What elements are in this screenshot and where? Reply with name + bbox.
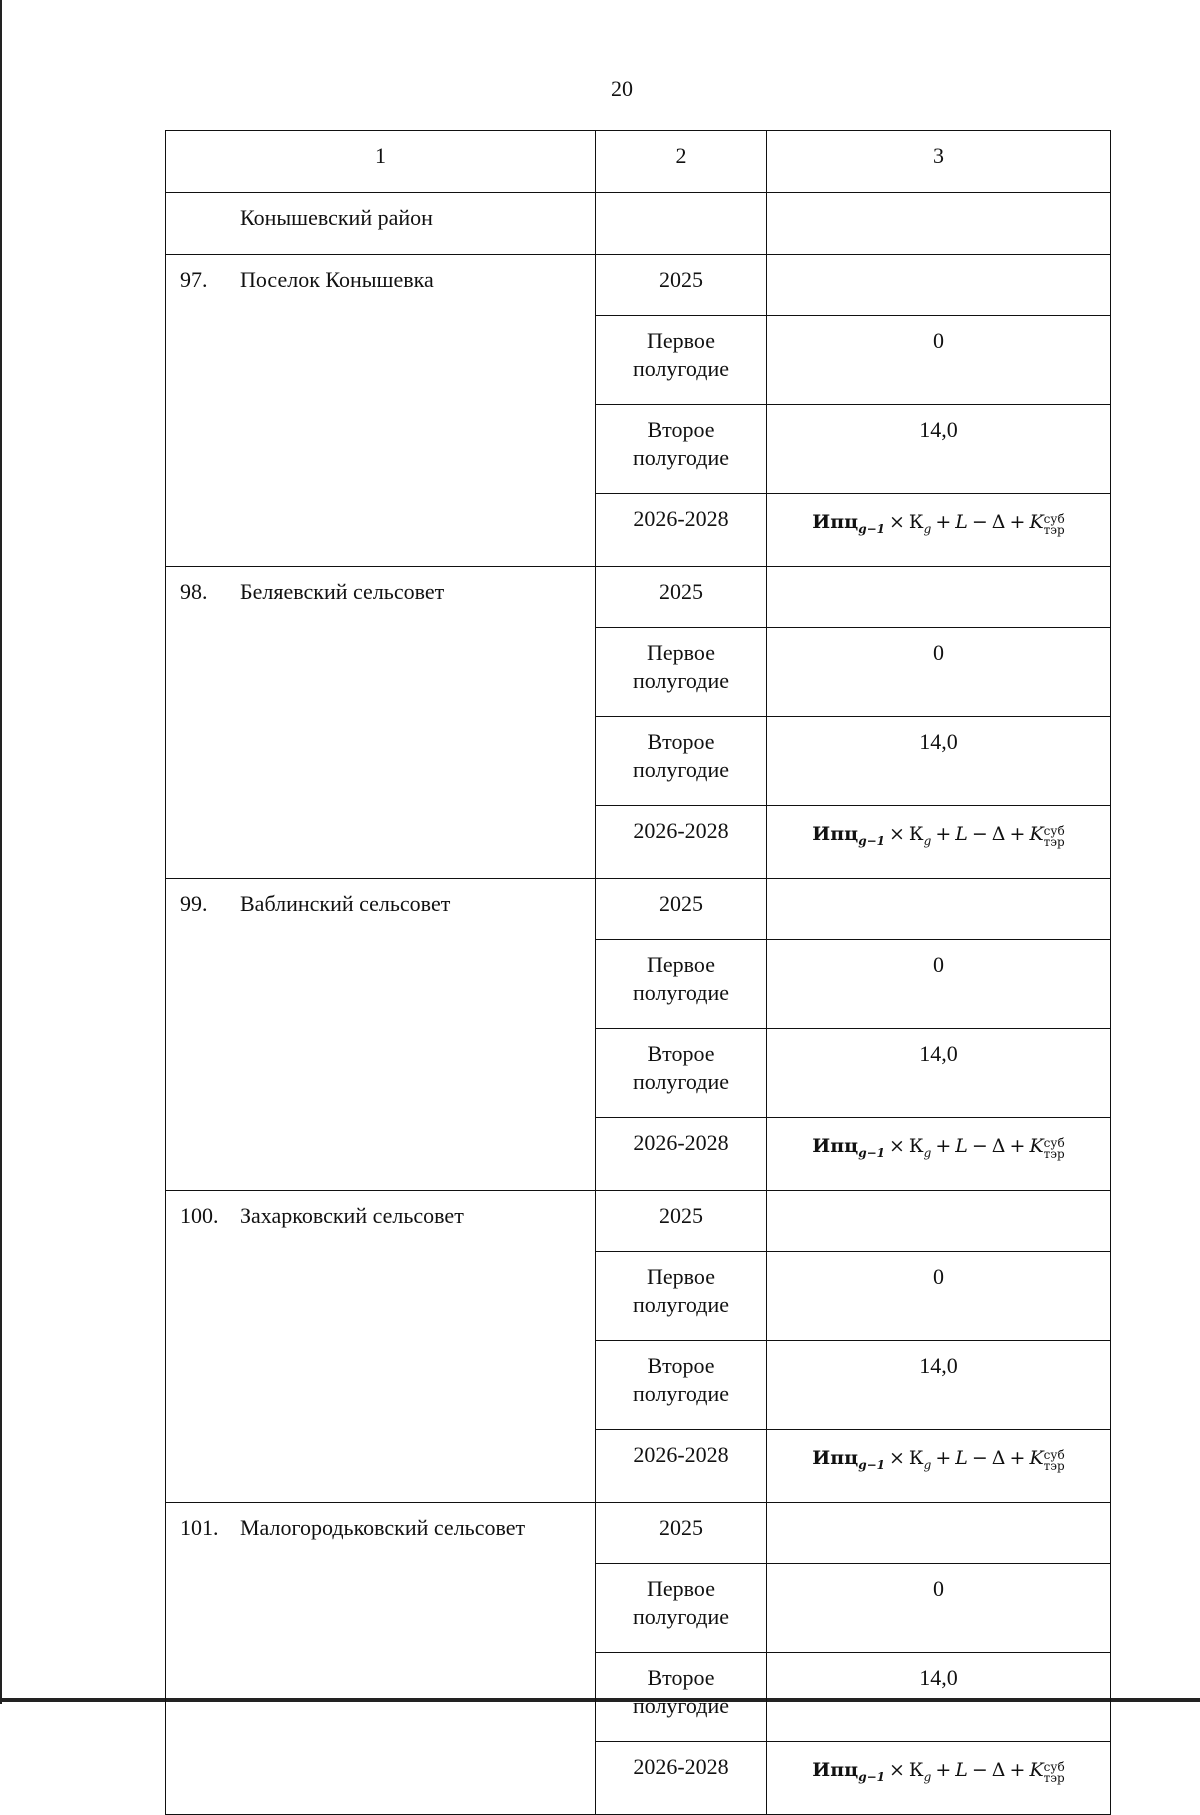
first-half-label	[596, 1252, 767, 1341]
formula-l: L	[955, 1447, 968, 1469]
first-half-label-line-2: полугодие	[632, 1604, 730, 1629]
header-col-3: 3	[767, 131, 1111, 193]
formula-delta: Δ	[991, 1759, 1006, 1781]
entry-range: 2026-2028	[596, 1430, 767, 1503]
entry-name: Малогородьковский сельсовет	[240, 1515, 526, 1540]
formula-k-ter-sub: тэр	[1043, 1147, 1065, 1161]
formula-base-sub: g−1	[858, 1146, 885, 1160]
district-name: Конышевский район	[240, 205, 433, 230]
formula-l: L	[955, 511, 968, 533]
second-half-label	[596, 1029, 767, 1118]
formula-times: ×	[889, 1135, 905, 1157]
formula-delta: Δ	[991, 1447, 1006, 1469]
second-half-label-line-1: Второе	[647, 1041, 715, 1066]
formula-k-ter: K	[1029, 511, 1044, 533]
formula-plus-2: +	[1009, 1447, 1026, 1469]
formula-times: ×	[889, 1447, 905, 1469]
entry-year-row	[166, 255, 1111, 316]
second-half-label-line-2: полугодие	[632, 1693, 730, 1718]
formula-k-ter-sup: суб	[1043, 824, 1065, 838]
formula-k-sub: g	[923, 1770, 932, 1784]
entry-name-cell	[166, 255, 596, 567]
entry-name-cell	[166, 567, 596, 879]
formula-l: L	[955, 1135, 968, 1157]
formula-k: К	[908, 1135, 924, 1157]
second-half-label-line-2: полугодие	[632, 757, 730, 782]
formula-delta: Δ	[991, 823, 1006, 845]
first-half-value: 0	[767, 316, 1111, 405]
formula-k-ter-indices	[1044, 1450, 1065, 1472]
first-half-label-line-2: полугодие	[632, 356, 730, 381]
second-half-label-line-2: полугодие	[632, 1069, 730, 1094]
second-half-label	[596, 717, 767, 806]
formula-minus: −	[971, 823, 988, 845]
formula-k-ter-sub: тэр	[1043, 523, 1065, 537]
first-half-label-line-2: полугодие	[632, 980, 730, 1005]
tariff-table	[165, 130, 1111, 1815]
entry-range: 2026-2028	[596, 1118, 767, 1191]
entry-range: 2026-2028	[596, 494, 767, 567]
header-col-1: 1	[166, 131, 596, 193]
formula-times: ×	[889, 511, 905, 533]
formula-k-ter-sub: тэр	[1043, 1771, 1065, 1785]
second-half-value: 14,0	[767, 405, 1111, 494]
second-half-label-line-1: Второе	[647, 417, 715, 442]
district-empty-cell-3	[767, 193, 1111, 255]
second-half-label-line-1: Второе	[647, 729, 715, 754]
table-body	[166, 131, 1111, 1815]
entry-range: 2026-2028	[596, 806, 767, 879]
formula-base: Ипц	[812, 1759, 859, 1781]
formula-times: ×	[889, 1759, 905, 1781]
first-half-label	[596, 316, 767, 405]
formula-k-sub: g	[923, 522, 932, 536]
second-half-label-line-1: Второе	[647, 1665, 715, 1690]
first-half-value: 0	[767, 1564, 1111, 1653]
formula-l: L	[955, 1759, 968, 1781]
entry-number: 99.	[180, 891, 208, 916]
formula-base: Ипц	[812, 1135, 859, 1157]
district-name-cell	[166, 193, 596, 255]
entry-number: 100.	[180, 1203, 219, 1228]
formula-k-ter-indices	[1044, 826, 1065, 848]
formula-k-ter: K	[1029, 1447, 1044, 1469]
entry-year-value	[767, 879, 1111, 940]
entry-year-value	[767, 255, 1111, 316]
formula-base: Ипц	[812, 823, 859, 845]
formula-plus-1: +	[935, 1759, 952, 1781]
header-col-2: 2	[596, 131, 767, 193]
entry-year-row	[166, 1191, 1111, 1252]
formula-base: Ипц	[812, 1447, 859, 1469]
entry-number: 98.	[180, 579, 208, 604]
formula-delta: Δ	[991, 1135, 1006, 1157]
entry-year-value	[767, 567, 1111, 628]
formula-k-sub: g	[923, 834, 932, 848]
entry-year: 2025	[596, 1503, 767, 1564]
formula-k-ter-sup: суб	[1043, 1448, 1065, 1462]
entry-year: 2025	[596, 255, 767, 316]
second-half-label-line-2: полугодие	[632, 1381, 730, 1406]
first-half-label	[596, 940, 767, 1029]
first-half-label-line-1: Первое	[647, 952, 715, 977]
first-half-label-line-1: Первое	[647, 328, 715, 353]
second-half-label-line-1: Второе	[647, 1353, 715, 1378]
first-half-label	[596, 1564, 767, 1653]
first-half-value: 0	[767, 628, 1111, 717]
entry-year: 2025	[596, 567, 767, 628]
scan-edge-left	[0, 0, 2, 1704]
formula-k-ter-indices	[1044, 1138, 1065, 1160]
entry-year: 2025	[596, 879, 767, 940]
page-number: 20	[611, 76, 633, 101]
formula-plus-1: +	[935, 511, 952, 533]
first-half-label-line-1: Первое	[647, 1264, 715, 1289]
entry-year-row	[166, 567, 1111, 628]
tariff-formula	[767, 1430, 1111, 1503]
second-half-value: 14,0	[767, 1653, 1111, 1742]
first-half-label-line-2: полугодие	[632, 668, 730, 693]
formula-k-ter: K	[1029, 823, 1044, 845]
formula-plus-2: +	[1009, 823, 1026, 845]
formula-base-sub: g−1	[858, 1770, 885, 1784]
formula-k: К	[908, 1759, 924, 1781]
formula-base-sub: g−1	[858, 834, 885, 848]
formula-k-ter: K	[1029, 1759, 1044, 1781]
entry-year-row	[166, 879, 1111, 940]
formula-minus: −	[971, 1759, 988, 1781]
formula-k: К	[908, 511, 924, 533]
second-half-label-line-2: полугодие	[632, 445, 730, 470]
formula-k-ter-sub: тэр	[1043, 835, 1065, 849]
second-half-value: 14,0	[767, 1341, 1111, 1430]
formula-delta: Δ	[991, 511, 1006, 533]
formula-k: К	[908, 823, 924, 845]
tariff-formula	[767, 1742, 1111, 1815]
formula-plus-2: +	[1009, 1135, 1026, 1157]
first-half-label-line-1: Первое	[647, 1576, 715, 1601]
first-half-label-line-1: Первое	[647, 640, 715, 665]
second-half-value: 14,0	[767, 1029, 1111, 1118]
formula-k-ter-sup: суб	[1043, 512, 1065, 526]
entry-year: 2025	[596, 1191, 767, 1252]
formula-base: Ипц	[812, 511, 859, 533]
entry-name-cell	[166, 1503, 596, 1815]
formula-k: К	[908, 1447, 924, 1469]
entry-year-value	[767, 1503, 1111, 1564]
formula-k-sub: g	[923, 1458, 932, 1472]
entry-range: 2026-2028	[596, 1742, 767, 1815]
first-half-label	[596, 628, 767, 717]
formula-minus: −	[971, 1447, 988, 1469]
first-half-label-line-2: полугодие	[632, 1292, 730, 1317]
entry-name-cell	[166, 879, 596, 1191]
entry-name: Ваблинский сельсовет	[240, 891, 451, 916]
formula-plus-2: +	[1009, 1759, 1026, 1781]
second-half-label	[596, 1341, 767, 1430]
formula-k-ter-indices	[1044, 1762, 1065, 1784]
formula-k-ter-indices	[1044, 514, 1065, 536]
second-half-label	[596, 405, 767, 494]
second-half-value: 14,0	[767, 717, 1111, 806]
district-empty-cell-2	[596, 193, 767, 255]
formula-k-ter: K	[1029, 1135, 1044, 1157]
first-half-value: 0	[767, 1252, 1111, 1341]
formula-k-ter-sub: тэр	[1043, 1459, 1065, 1473]
district-row	[166, 193, 1111, 255]
second-half-label	[596, 1653, 767, 1742]
formula-minus: −	[971, 1135, 988, 1157]
formula-k-sub: g	[923, 1146, 932, 1160]
formula-plus-1: +	[935, 1135, 952, 1157]
formula-l: L	[955, 823, 968, 845]
header-row	[166, 131, 1111, 193]
formula-plus-1: +	[935, 1447, 952, 1469]
tariff-formula	[767, 806, 1111, 879]
entry-name: Беляевский сельсовет	[240, 579, 445, 604]
formula-k-ter-sup: суб	[1043, 1760, 1065, 1774]
formula-k-ter-sup: суб	[1043, 1136, 1065, 1150]
formula-times: ×	[889, 823, 905, 845]
entry-name: Поселок Конышевка	[240, 267, 434, 292]
entry-number: 101.	[180, 1515, 219, 1540]
tariff-formula	[767, 1118, 1111, 1191]
entry-name-cell	[166, 1191, 596, 1503]
formula-base-sub: g−1	[858, 1458, 885, 1472]
entry-year-value	[767, 1191, 1111, 1252]
formula-minus: −	[971, 511, 988, 533]
entry-name: Захарковский сельсовет	[240, 1203, 464, 1228]
entry-number: 97.	[180, 267, 208, 292]
formula-plus-2: +	[1009, 511, 1026, 533]
first-half-value: 0	[767, 940, 1111, 1029]
tariff-formula	[767, 494, 1111, 567]
formula-base-sub: g−1	[858, 522, 885, 536]
formula-plus-1: +	[935, 823, 952, 845]
entry-year-row	[166, 1503, 1111, 1564]
